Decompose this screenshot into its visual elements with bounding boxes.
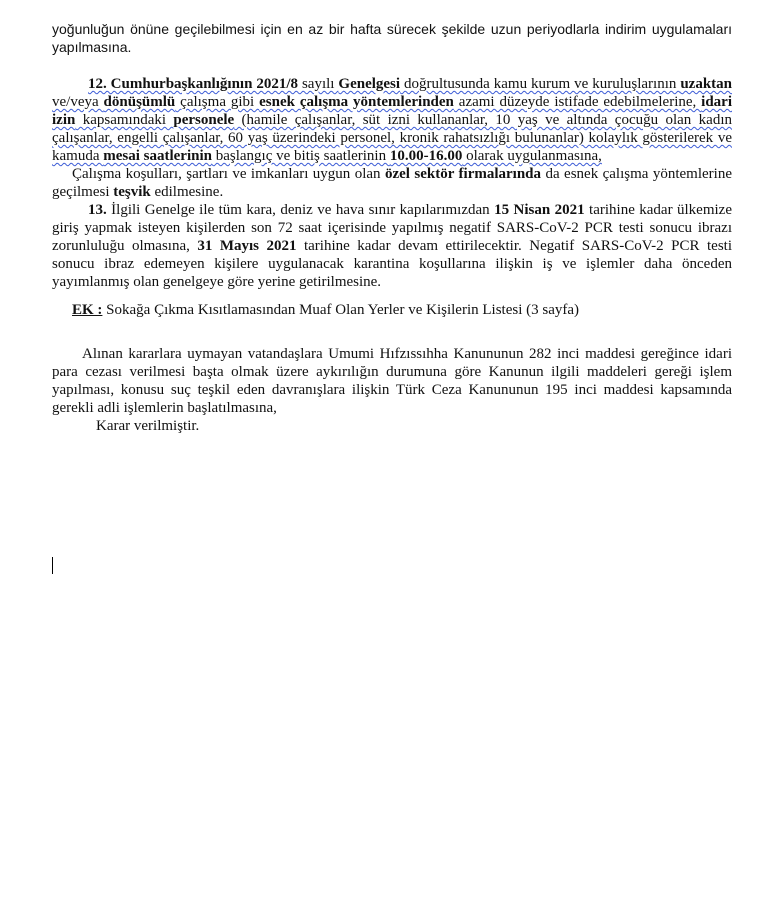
text-run: çalışma gibi (175, 94, 260, 110)
text-run: tarihine kadar devam ettirilecektir. Negatif SARS-CoV-2 PCR testi sonucu ibraz edemeyen kişilere uygulanacak karantina koşullarına ilişkin iş ve işlemler daha önceden yayımlanmış olan genelgeye göre yerine getirilmesine. (52, 238, 732, 290)
blank-line (52, 291, 732, 301)
intro-line-2: yapılmasına. (52, 39, 132, 55)
text-run: ve/veya (52, 94, 104, 110)
bold-run: mesai saatlerinin (103, 148, 212, 164)
attachment-label: EK : (72, 302, 103, 318)
text-run: doğrultusunda kamu kurum ve kuruluşlarının (400, 76, 681, 92)
blank-line (52, 319, 732, 345)
bold-run: 10.00-16.00 (389, 148, 463, 164)
text-run: edilmesine. (150, 184, 224, 200)
text-run: başlangıç ve bitiş saatlerinin (211, 148, 390, 164)
closing-text: Alınan kararlara uymayan vatandaşlara Umumi Hıfzıssıhha Kanununun 282 inci maddesi gereğince idari para cezası verilmesi başta olmak üzere aykırılığın durumuna göre Kanunun ilgili maddeleri gereği işlem yapılması, konusu suç teşkil eden davranışlara ilişkin Türk Ceza Kanununun 195 inci maddesi kapsamında gerekli adli işlemlerin başlatılmasına, (52, 346, 732, 416)
bold-run: özel sektör firmalarında (384, 166, 542, 182)
intro-paragraph-end (52, 38, 732, 56)
text-run: kapsamındaki (75, 112, 174, 128)
bold-run: Genelgesi (338, 76, 401, 92)
text-cursor (52, 557, 53, 574)
attachment-line (72, 301, 732, 319)
bold-run: dönüşümlü (103, 94, 176, 110)
bold-run: uzaktan (680, 76, 732, 92)
bold-run: teşvik (113, 184, 151, 200)
text-run: azami düzeyde istifade edebilmelerine, (453, 94, 702, 110)
decision-line (96, 417, 732, 435)
bold-run: personele (173, 112, 235, 128)
decision-text: Karar verilmiştir. (96, 418, 200, 434)
text-run: tarihine kadar ülkemize giriş yapmak isteyen kişilerden son 72 saat içerisinde yapılmış negatif SARS-CoV-2 PCR testi sonucu ibrazı zorunluluğu olmasına, (52, 202, 732, 254)
text-run: olarak uygulanmasına, (462, 148, 602, 164)
item-12-paragraph (52, 75, 732, 165)
text-run: Çalışma koşulları, şartları ve imkanları uygun olan (72, 166, 385, 182)
private-sector-paragraph (52, 165, 732, 201)
attachment-text: Sokağa Çıkma Kısıtlamasından Muaf Olan Yerler ve Kişilerin Listesi (3 sayfa) (102, 302, 579, 318)
item-12-number: 12. Cumhurbaşkanlığının 2021/8 (88, 76, 299, 92)
bold-run: 15 Nisan 2021 (494, 202, 585, 218)
item-13-paragraph (52, 201, 732, 291)
bold-run: idari izin (52, 94, 733, 128)
item-13-number: 13. (88, 202, 107, 218)
text-run: sayılı (298, 76, 339, 92)
text-run: İlgili Genelge ile tüm kara, deniz ve hava sınır kapılarımızdan (106, 202, 495, 218)
text-run: da esnek çalışma yöntemlerine geçilmesi (52, 166, 732, 200)
bold-run: 31 Mayıs 2021 (197, 238, 297, 254)
document-page[interactable] (52, 20, 732, 435)
blank-line (52, 56, 732, 74)
closing-paragraph (52, 345, 732, 417)
bold-run: esnek çalışma yöntemlerinden (259, 94, 454, 110)
intro-paragraph (52, 20, 732, 38)
text-run: (hamile çalışanlar, süt izni kullananlar, 10 yaş ve altında çocuğu olan kadın çalışanlar, engelli çalışanlar, 60 yaş üzerindeki personel, kronik rahatsızlığı bulunanlar) kolaylık gösterilerek ve kamuda (52, 112, 732, 164)
intro-line-1: yoğunluğun önüne geçilebilmesi için en az bir hafta sürecek şekilde uzun periyodlarla indirim uygulamaları (52, 21, 732, 37)
